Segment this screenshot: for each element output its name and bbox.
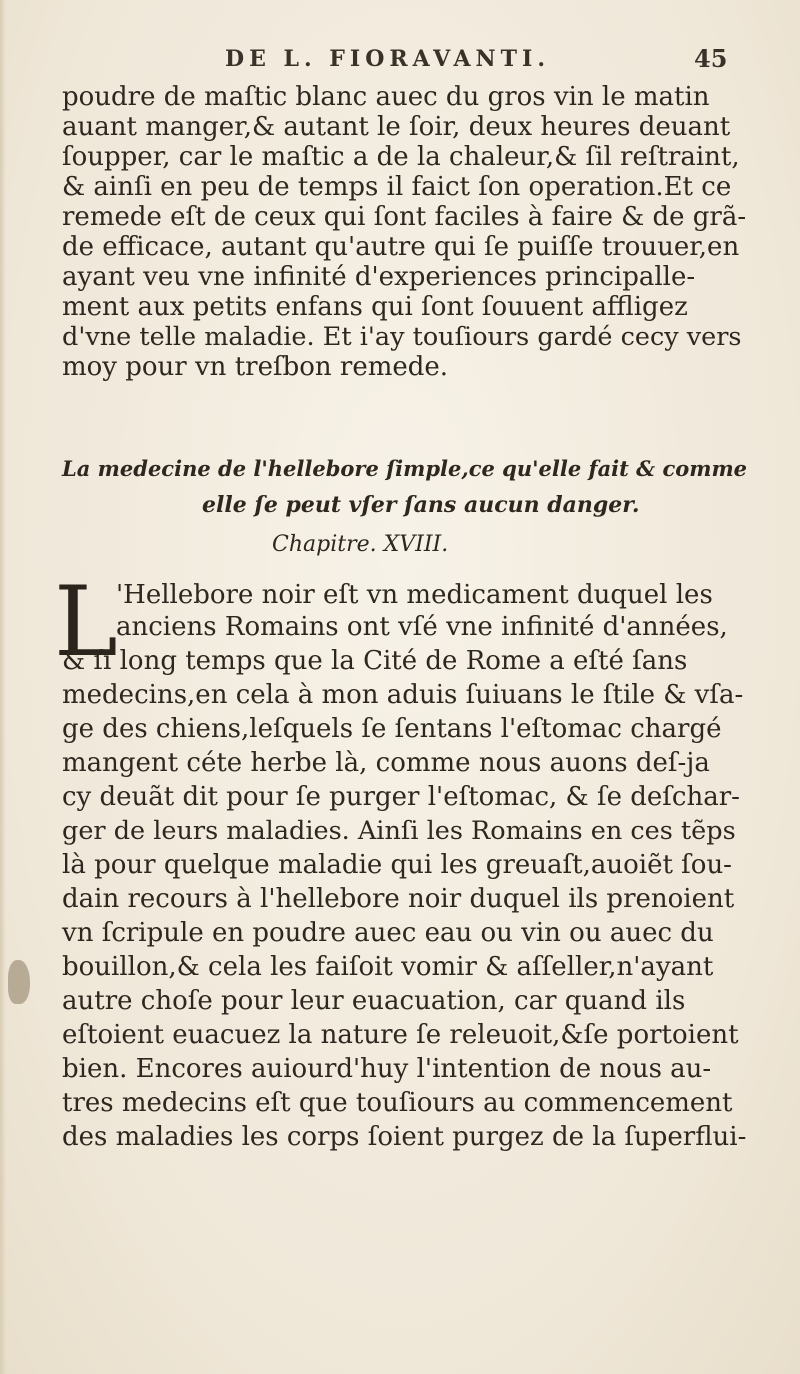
text-line: autre choſe pour leur euacuation, car quand ils <box>62 986 686 1016</box>
text-line: & ſi long temps que la Cité de Rome a eſté ſans <box>62 646 688 676</box>
text-line: poudre de maſtic blanc auec du gros vin le matin <box>62 82 710 112</box>
text-line: bien. Encores auiourd'huy l'intention de nous au- <box>62 1054 712 1084</box>
ink-stain <box>8 960 30 1004</box>
section-heading-line: elle ſe peut vſer ſans aucun danger. <box>202 492 640 518</box>
text-line: ayant veu vne infinité d'experiences principalle- <box>62 262 696 292</box>
running-head: DE L. FIORAVANTI. <box>225 46 550 72</box>
text-line: auant manger,& autant le ſoir, deux heures deuant <box>62 112 731 142</box>
text-line: mangent céte herbe là, comme nous auons deſ-ja <box>62 748 710 778</box>
drop-cap: L <box>54 566 118 678</box>
text-line: bouillon,& cela les faiſoit vomir & aſſeller,n'ayant <box>62 952 714 982</box>
text-line: 'Hellebore noir eſt vn medicament duquel les <box>116 580 713 610</box>
text-line: remede eſt de ceux qui ſont faciles à faire & de grã- <box>62 202 747 232</box>
text-line: tres medecins eſt que touſiours au commencement <box>62 1088 733 1118</box>
page-gutter-shadow <box>0 0 6 1374</box>
text-line: dain recours à l'hellebore noir duquel ils prenoient <box>62 884 735 914</box>
text-line: eſtoient euacuez la nature ſe releuoit,&ſe portoient <box>62 1020 739 1050</box>
text-line: des maladies les corps ſoient purgez de la ſuperflui- <box>62 1122 747 1152</box>
text-line: d'vne telle maladie. Et i'ay touſiours gardé cecy vers <box>62 322 742 352</box>
text-line: ment aux petits enfans qui ſont ſouuent affligez <box>62 292 688 322</box>
text-line: de efficace, autant qu'autre qui ſe puiſſe trouuer,en <box>62 232 740 262</box>
text-line: cy deuãt dit pour ſe purger l'eſtomac, & ſe deſchar- <box>62 782 740 812</box>
text-line: anciens Romains ont vſé vne infinité d'années, <box>116 612 728 642</box>
text-line: vn ſcripule en poudre auec eau ou vin ou auec du <box>62 918 714 948</box>
text-line: & ainſi en peu de temps il faict ſon operation.Et ce <box>62 172 732 202</box>
text-line: medecins,en cela à mon aduis ſuiuans le ſtile & vſa- <box>62 680 744 710</box>
text-line: ge des chiens,leſquels ſe ſentans l'eſtomac chargé <box>62 714 722 744</box>
text-line: là pour quelque maladie qui les greuaſt,auoiẽt ſou- <box>62 850 732 880</box>
section-heading-line: La medecine de l'hellebore ſimple,ce qu'elle fait & comme <box>62 456 748 481</box>
text-line: ger de leurs maladies. Ainſi les Romains en ces tẽps <box>62 816 736 846</box>
page-number: 45 <box>694 44 728 73</box>
text-line: moy pour vn treſbon remede. <box>62 352 449 382</box>
page-header <box>0 42 800 82</box>
chapter-label: Chapitre. XVIII. <box>272 532 449 557</box>
text-line: ſoupper, car le maſtic a de la chaleur,& ſil reſtraint, <box>62 142 740 172</box>
